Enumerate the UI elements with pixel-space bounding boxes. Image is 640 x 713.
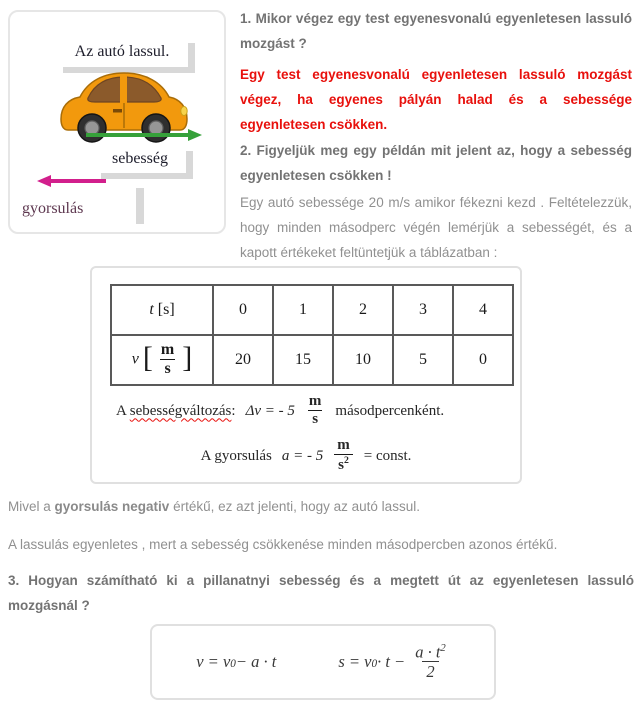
a-label: A gyorsulás xyxy=(200,447,272,464)
equations-box xyxy=(150,624,496,700)
t-value-cell: 3 xyxy=(393,285,453,335)
bracket-right: ] xyxy=(182,341,193,374)
t-value-cell: 4 xyxy=(453,285,513,335)
label-shadow-bar xyxy=(136,188,144,224)
question-2: 2. Figyeljük meg egy példán mit jelent az, hogy a sebesség egyenletesen csökken ! xyxy=(240,143,632,183)
t-value-cell: 1 xyxy=(273,285,333,335)
v-header-cell xyxy=(111,335,213,385)
velocity-table xyxy=(110,284,514,386)
acceleration-formula xyxy=(92,434,520,478)
unit-fraction: $\frac{m}{s}$ xyxy=(160,341,175,377)
speed-label xyxy=(94,145,186,173)
speed-arrow-icon xyxy=(86,128,202,142)
conclusion-negative: Mivel a gyorsulás negativ értékű, ez azt jelenti, hogy az autó lassul. xyxy=(8,499,420,514)
a-equation: a = - 5 xyxy=(281,447,324,464)
acceleration-arrow-icon xyxy=(36,174,106,188)
conclusion-uniform: A lassulás egyenletes , mert a sebesség csökkenése minden másodpercben azonos értékű. xyxy=(8,537,558,552)
car-figure-box xyxy=(8,10,226,234)
t-unit: [s] xyxy=(157,301,175,318)
table-row xyxy=(111,285,513,335)
v-value-cell: 20 xyxy=(213,335,273,385)
table-row xyxy=(111,335,513,385)
dv-equation: Δv = - 5 xyxy=(245,402,295,419)
spellcheck-word: sebességváltozás xyxy=(129,402,232,419)
figure-title-text: Az autó lassul. xyxy=(74,43,170,60)
delta-v-formula xyxy=(116,388,444,434)
paragraph-example: Egy autó sebessége 20 m/s amikor fékezni kezd . Feltételezzük, hogy minden másodperc végén lemérjük a sebességét, és a kapott értékeket feltüntetjük a táblázatban : xyxy=(240,195,632,260)
at2-over-2-fraction: $\frac{a \cdot t^2}{2}$ xyxy=(415,642,446,682)
a-suffix: = const. xyxy=(363,447,412,464)
velocity-equation: v = v $_0$ − a · t xyxy=(196,652,277,671)
answer-1: Egy test egyenesvonalú egyenletesen lassuló mozgást végez, ha egyenes pályán halad és a sebessége egyenletesen csökken. xyxy=(240,67,632,132)
dv-label: A sebességváltozás: xyxy=(116,402,236,419)
v-value-cell: 0 xyxy=(453,335,513,385)
bold-phrase: gyorsulás negativ xyxy=(54,499,170,514)
distance-equation: s = v $_0$ · t − $\frac{a \cdot t^2}{2}$ xyxy=(338,643,449,680)
bracket-left: [ xyxy=(142,341,153,374)
m-per-s-fraction: $\frac{m}{s}$ xyxy=(308,393,322,427)
v-value-cell: 10 xyxy=(333,335,393,385)
question-1: 1. Mikor végez egy test egyenesvonalú egyenletesen lassuló mozgást ? xyxy=(240,11,632,51)
v-value-cell: 15 xyxy=(273,335,333,385)
t-value-cell: 2 xyxy=(333,285,393,335)
question-3: 3. Hogyan számítható ki a pillanatnyi sebesség és a megtett út az egyenletesen lassuló mozgásnál ? xyxy=(8,573,634,613)
dv-suffix: másodpercenként. xyxy=(335,402,445,419)
t-symbol: t xyxy=(149,301,154,318)
table-panel xyxy=(90,266,522,484)
v-value-cell: 5 xyxy=(393,335,453,385)
figure-title-label xyxy=(56,37,188,67)
v-symbol: v xyxy=(131,350,139,368)
acceleration-label: gyorsulás xyxy=(22,200,84,217)
m-per-s2-fraction: $\frac{m}{s^2}$ xyxy=(333,438,354,474)
speed-label-text: sebesség xyxy=(112,150,168,167)
t-header-cell xyxy=(111,285,213,335)
t-value-cell: 0 xyxy=(213,285,273,335)
